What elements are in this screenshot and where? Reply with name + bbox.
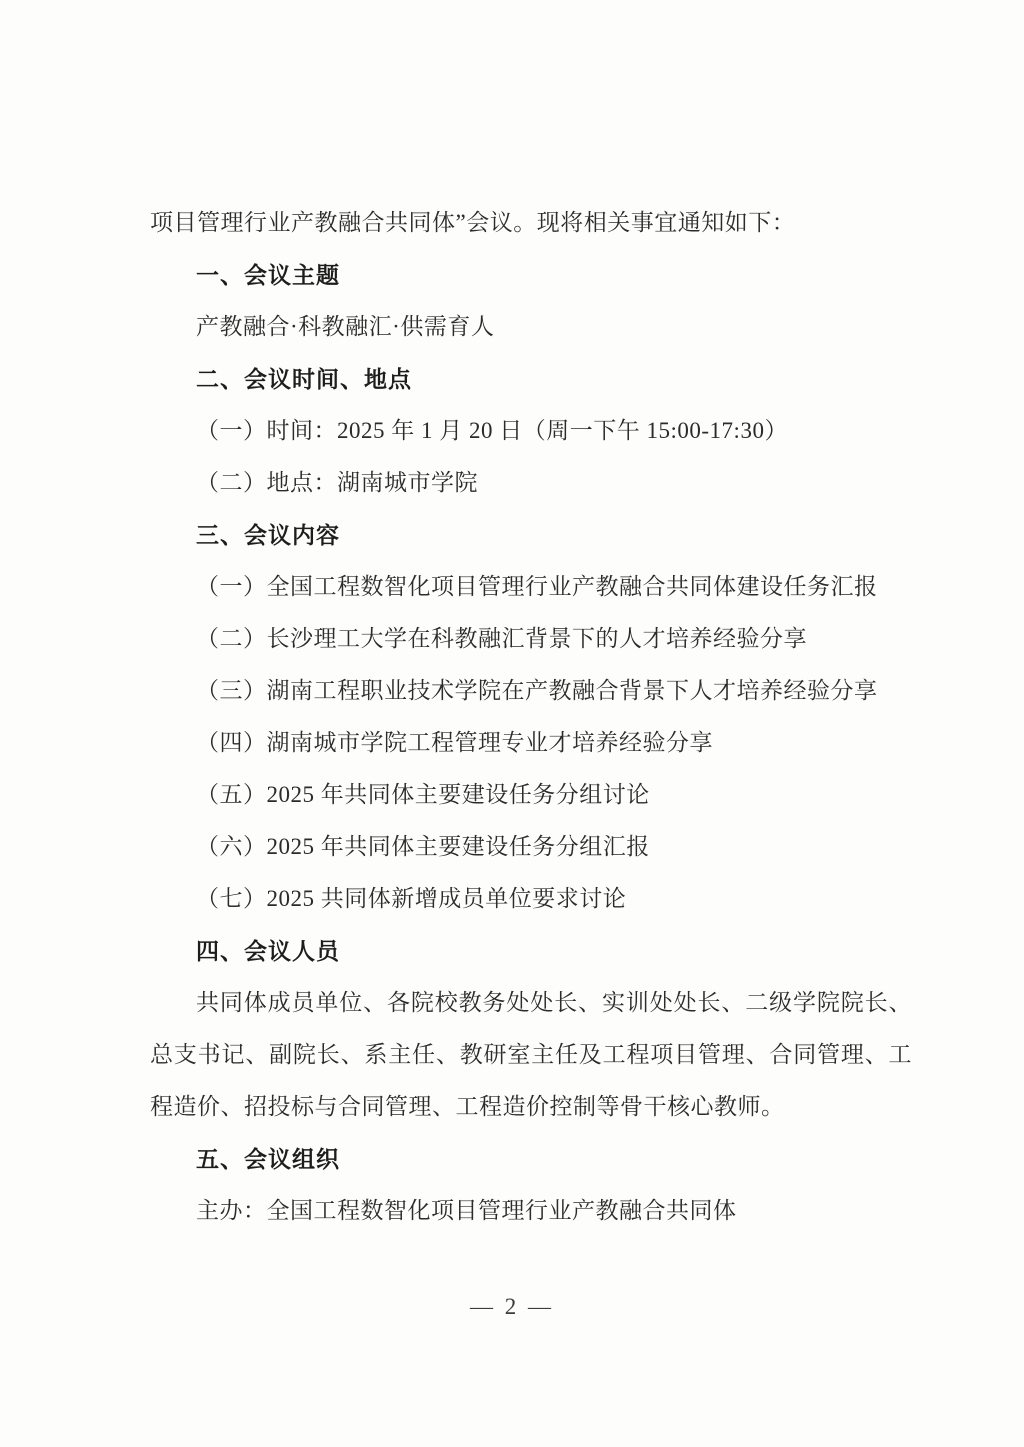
attendees-paragraph-line-2: 总支书记、副院长、系主任、教研室主任及工程项目管理、合同管理、工 [150, 1042, 912, 1067]
meeting-time-line: （一）时间：2025 年 1 月 20 日（周一下午 15:00-17:30） [196, 418, 788, 443]
section-heading-organization: 五、会议组织 [196, 1146, 340, 1172]
attendees-paragraph-line-1: 共同体成员单位、各院校教务处处长、实训处处长、二级学院院长、 [196, 990, 912, 1015]
section-heading-meeting-theme: 一、会议主题 [196, 262, 340, 288]
agenda-item-1: （一）全国工程数智化项目管理行业产教融合共同体建设任务汇报 [196, 574, 878, 599]
section-heading-time-place: 二、会议时间、地点 [196, 366, 412, 392]
attendees-paragraph-line-3: 程造价、招投标与合同管理、工程造价控制等骨干核心教师。 [150, 1094, 785, 1119]
section-heading-agenda: 三、会议内容 [196, 522, 340, 548]
agenda-item-4: （四）湖南城市学院工程管理专业才培养经验分享 [196, 730, 713, 755]
agenda-item-3: （三）湖南工程职业技术学院在产教融合背景下人才培养经验分享 [196, 678, 878, 703]
section-heading-attendees: 四、会议人员 [196, 938, 340, 964]
page-number: — 2 — [470, 1294, 554, 1319]
meeting-place-line: （二）地点：湖南城市学院 [196, 470, 478, 495]
agenda-item-6: （六）2025 年共同体主要建设任务分组汇报 [196, 834, 650, 859]
agenda-item-2: （二）长沙理工大学在科教融汇背景下的人才培养经验分享 [196, 626, 807, 651]
agenda-item-7: （七）2025 共同体新增成员单位要求讨论 [196, 886, 627, 911]
agenda-item-5: （五）2025 年共同体主要建设任务分组讨论 [196, 782, 650, 807]
meeting-theme-text: 产教融合·科教融汇·供需育人 [196, 314, 495, 339]
intro-continuation-line: 项目管理行业产教融合共同体”会议。现将相关事宜通知如下： [150, 210, 796, 235]
organizer-line: 主办：全国工程数智化项目管理行业产教融合共同体 [196, 1198, 737, 1223]
